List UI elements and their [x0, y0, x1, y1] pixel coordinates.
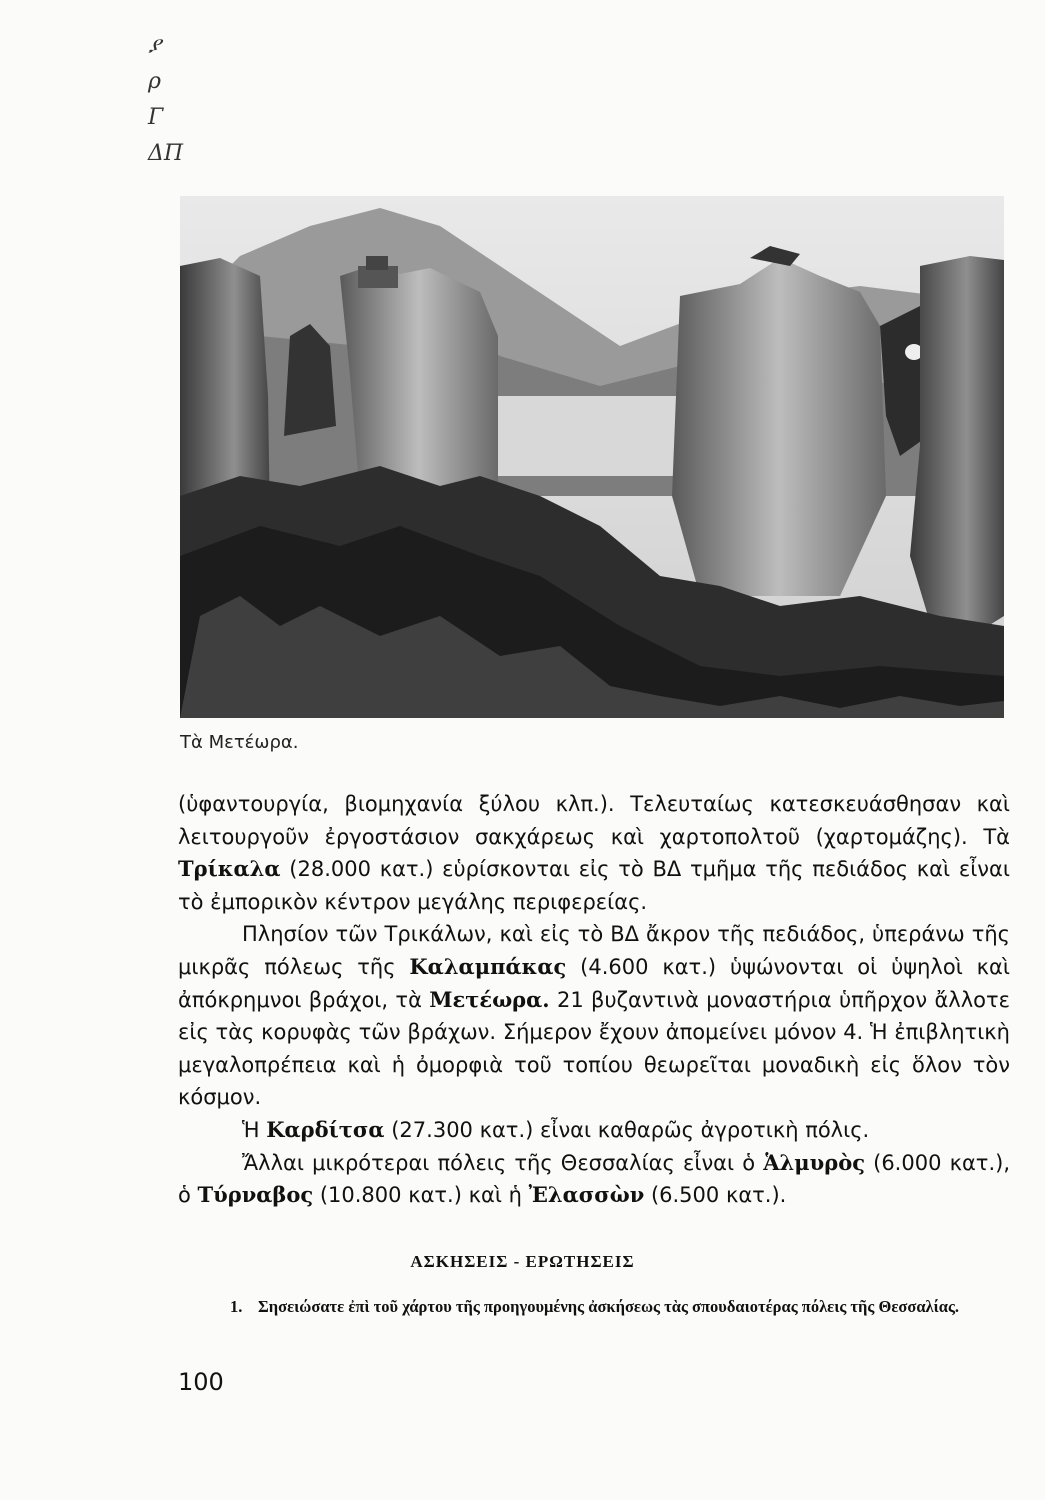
place-name: Τρίκαλα — [178, 856, 281, 882]
page-number: 100 — [178, 1368, 224, 1396]
annotation-mark: ρ — [148, 69, 161, 94]
annotation-mark: Γ — [148, 105, 164, 130]
text-run: Ἄλλαι μικρότεραι πόλεις τῆς Θεσσαλίας εἶναι ὁ — [242, 1150, 764, 1175]
body-text — [178, 788, 1010, 1212]
text-run: 21 βυζαντινὰ μοναστήρια ὑπῆρχον ἄλλοτε εἰς τὰς κορυφὰς τῶν βράχων. Σήμερον ἔχουν ἀπομείνει μόνον 4. Ἡ ἐπιβλητικὴ μεγαλοπρέπεια καὶ ἡ ὀμορφιὰ τοῦ τοπίου θεωρεῖται μοναδικὴ εἰς ὅλον τὸν κόσμον. — [178, 987, 1010, 1110]
meteora-photo — [180, 196, 1004, 718]
text-run: (6.500 κατ.). — [644, 1183, 787, 1208]
place-name: Τύρναβος — [197, 1182, 314, 1208]
exercises-title: ΑΣΚΗΣΕΙΣ - ΕΡΩΤΗΣΕΙΣ — [410, 1252, 635, 1271]
paragraph — [178, 1147, 1010, 1212]
text-run: (28.000 κατ.) εὑρίσκονται εἰς τὸ ΒΔ τμῆμα τῆς πεδιάδος καὶ εἶναι τὸ ἐμπορικὸν κέντρον μεγάλης περιφερείας. — [178, 857, 1010, 914]
meteora-photo-drawing — [180, 196, 1004, 718]
text-run: (4.600 κατ.) ὑψώνονται οἱ ὑψηλοὶ καὶ ἀπόκρημνοι βράχοι, τὰ — [178, 954, 1011, 1012]
annotation-mark: ΔΠ — [148, 141, 184, 166]
place-name: Ἁλμυρὸς — [763, 1149, 865, 1175]
paragraph — [178, 918, 1010, 1114]
place-name: Καρδίτσα — [266, 1116, 385, 1142]
text-run: Πλησίον τῶν Τρικάλων, καὶ εἰς τὸ ΒΔ ἄκρον τῆς πεδιάδος, ὑπεράνω τῆς μικρᾶς πόλεως τῆς — [178, 922, 1010, 979]
exercise-number: 1. — [230, 1297, 243, 1316]
place-name: Καλαμπάκας — [409, 953, 567, 979]
text-run: (10.800 κατ.) καὶ ἡ — [313, 1183, 529, 1208]
handwritten-annotation — [148, 28, 208, 172]
paragraph — [178, 788, 1010, 918]
place-name: Μετέωρα. — [429, 986, 550, 1012]
exercise-text: Σησειώσατε ἐπὶ τοῦ χάρτου τῆς προηγουμένης ἀσκήσεως τὰς σπουδαιοτέρας πόλεις τῆς Θεσσαλίας. — [258, 1297, 960, 1316]
text-run: (27.300 κατ.) εἶναι καθαρῶς ἀγροτικὴ πόλις. — [384, 1117, 870, 1142]
text-run: (6.000 κατ.), ὁ — [178, 1150, 1010, 1208]
photo-caption: Τὰ Μετέωρα. — [180, 732, 299, 753]
text-run: (ὑφαντουργία, βιομηχανία ξύλου κλπ.). Τελευταίως κατεσκευάσθησαν καὶ λειτουργοῦν ἐργοστάσιον σακχάρεως καὶ χαρτοπολτοῦ (χαρτομάζης). Τὰ — [178, 792, 1010, 849]
paragraph — [178, 1114, 1010, 1147]
place-name: Ἐλασσὼν — [528, 1182, 645, 1208]
text-run: Ἡ — [242, 1117, 267, 1142]
exercise-item — [230, 1295, 1010, 1319]
annotation-mark: ያ — [148, 33, 162, 58]
